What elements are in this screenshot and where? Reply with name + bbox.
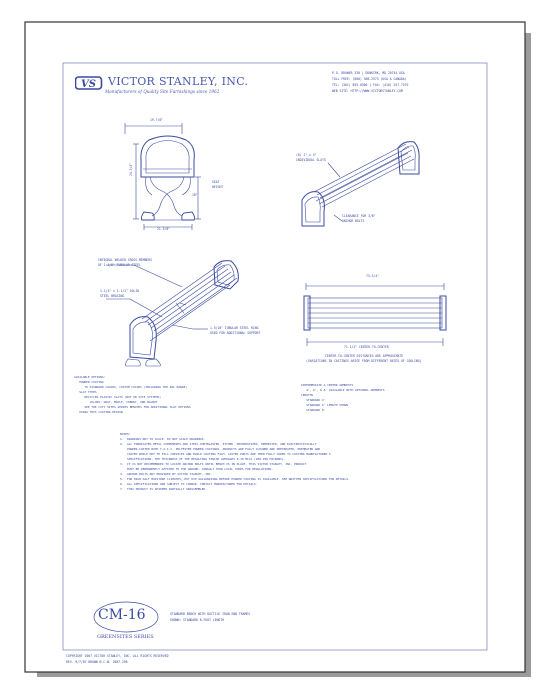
plan-note: (VARIATIONS IN CASTINGS ARISE FROM DIFFERENT RATES OF COOLING) <box>306 359 422 363</box>
isometric-bench-view <box>290 130 440 240</box>
product-description: STANDARD BENCH WITH DUCTILE IRON END FRAMES <box>170 612 251 616</box>
company-name: VICTOR STANLEY, INC. <box>108 75 249 88</box>
note-line: 2. ALL FABRICATED METAL COMPONENTS ARE STEEL SHOTBLASTED, ETCHED, PHOSPHATIZED, PREHEATED, AND ELECTROSTATICALLY <box>120 442 317 446</box>
note-line: 6. ALL SPECIFICATIONS ARE SUBJECT TO CHANGE. CONTACT MANUFACTURER FOR DETAILS. <box>120 482 258 486</box>
dimension-plan-total: 73-3/4" <box>366 274 380 278</box>
note-line: 4. ANCHOR BOLTS NOT PROVIDED BY VICTOR STANLEY, INC. <box>120 472 213 476</box>
end-elevation-view <box>100 120 230 240</box>
seat-height-label: HEIGHT <box>212 185 224 189</box>
callout-cross-members: INTEGRAL WELDED CROSS-MEMBERS <box>98 258 153 262</box>
seat-height-label: SEAT <box>212 180 220 184</box>
note-line: POWDER-COATED WITH T.G.I.C. POLYESTER POWDER COATINGS. PRODUCTS ARE FULLY CLEANED AND PRETREATED, PREHEATED AND <box>120 447 321 451</box>
callout-bracing: STEEL BRACING <box>100 294 125 298</box>
callout-clearance: CLEARANCE FOR 3/8" <box>342 214 376 218</box>
option-line: COLORS: GRAY, MAPLE, CHERRY, AND WALNUT <box>74 400 158 404</box>
option-line: LENGTHS <box>301 393 314 397</box>
callout-cross-members: OF 1-1/8" TUBULAR STEEL <box>98 263 141 267</box>
option-line: POWDER COATING <box>74 380 104 384</box>
plan-note: CENTER-TO-CENTER DISTANCES ARE APPROXIMATE <box>325 354 404 358</box>
copyright-line: COPYRIGHT 2007 VICTOR STANLEY, INC. ALL RIGHTS RESERVED <box>66 654 169 658</box>
note-line: NOTES: <box>120 432 131 436</box>
dimension-width: 19-7/8" <box>150 118 164 122</box>
option-line: STANDARD 8' <box>301 408 326 412</box>
callout-ring: USED FOR ADDITIONAL SUPPORT <box>210 331 261 335</box>
option-line: INTERMEDIATE & CENTER ARMRESTS <box>301 383 354 387</box>
product-shown: SHOWN: STANDARD 6-FOOT LENGTH <box>170 618 225 622</box>
option-line: RECYCLED PLASTIC SLATS (NOT ON SITE SYSTEMS) <box>74 395 162 399</box>
option-line: STANDARD 6' LENGTH SHOWN <box>301 403 348 407</box>
callout-clearance: ANCHOR BOLTS <box>342 219 365 223</box>
option-line: SLAT TYPES <box>74 390 97 394</box>
dimension-plan-center: 71-1/2" CENTER-TO-CENTER <box>344 345 389 349</box>
note-line: SPECIFICATIONS. THE THICKNESS OF THE RESULTING FINISH AVERAGES 8-10 MILS (200-250 MICRONS). <box>120 457 286 461</box>
option-line: USING THIS CASTING DESIGN <box>74 410 123 414</box>
option-line: STANDARD 4' <box>301 398 326 402</box>
note-line: 7. THIS PRODUCT IS SHIPPED PARTIALLY UNASSEMBLED. <box>120 487 208 491</box>
model-number: CM-16 <box>98 607 146 623</box>
callout-slats: (6) 2" x 3" <box>296 153 317 157</box>
note-line: 5. FOR HIGH SALT MOISTURE CLIMATES, HOT DIP GALVANIZING BEFORE POWDER COATING IS AVAILABLE. SEE WRITTEN SPECIFICATIONS FOR DETAILS. <box>120 477 350 481</box>
logo-letters: VS <box>81 79 96 90</box>
vs-logo <box>75 74 105 92</box>
option-line: TO STANDARD COLORS, CUSTOM COLORS (INCLUDING THE RAL RANGE) <box>74 385 188 389</box>
series-name: GREENSITES SERIES <box>97 634 154 640</box>
callout-ring: 1-5/16" TUBULAR STEEL RING <box>210 326 259 330</box>
callout-bracing: 1-1/4" x 1-1/2" SOLID <box>100 289 140 293</box>
callout-slats: INDIVIDUAL SLATS <box>296 158 326 162</box>
option-line: 4', 6', & 8' AVAILABLE WITH OPTIONAL ARMRESTS <box>301 388 385 392</box>
option-line: AVAILABLE OPTIONS: <box>74 375 106 379</box>
option-line: SEE THE CITY SITES SERIES BENCHES FOR ADDITIONAL SLAT OPTIONS <box>74 405 191 409</box>
company-tagline: Manufacturers of Quality Site Furnishings since 1962 <box>105 89 220 94</box>
revision-line: REV. 9/7/07 DRAWN N.C.W. 2007-298 <box>66 660 128 664</box>
address-line: TEL: (301) 855-8300 | FAX: (410) 257-7579 <box>332 83 409 87</box>
address-line: P.O. DRAWER 330 | DUNKIRK, MD 20754 USA <box>332 71 405 75</box>
note-line: 3. IT IS NOT RECOMMENDED TO LOCATE ANCHOR BOLTS UNTIL BENCH IS IN PLACE. THIS VICTOR STANLEY, INC. PRODUCT <box>120 462 307 466</box>
note-line: 1. DRAWINGS NOT TO SCALE. DO NOT SCALE DRAWINGS. <box>120 437 206 441</box>
address-line: WEB SITE: HTTP://WWW.VICTORSTANLEY.COM <box>332 89 403 93</box>
note-line: MUST BE PERMANENTLY AFFIXED TO THE GROUND. CONSULT YOUR LOCAL CODES FOR REGULATIONS. <box>120 467 274 471</box>
dimension-height: 24-3/4" <box>129 162 133 176</box>
note-line: COATED WHILE HOT TO FILL CREVICES AND BUILD COATING FILM. CASTED PARTS ARE THEN FULLY CURED TO COATING MANUFACTURER'S <box>120 452 331 456</box>
dimension-seat-height: 18" <box>192 193 198 197</box>
address-line: TOLL FREE: (800) 368-2573 (USA & CANADA) <box>332 77 407 81</box>
dimension-base: 21-3/8" <box>157 227 171 231</box>
plan-view <box>300 280 450 350</box>
